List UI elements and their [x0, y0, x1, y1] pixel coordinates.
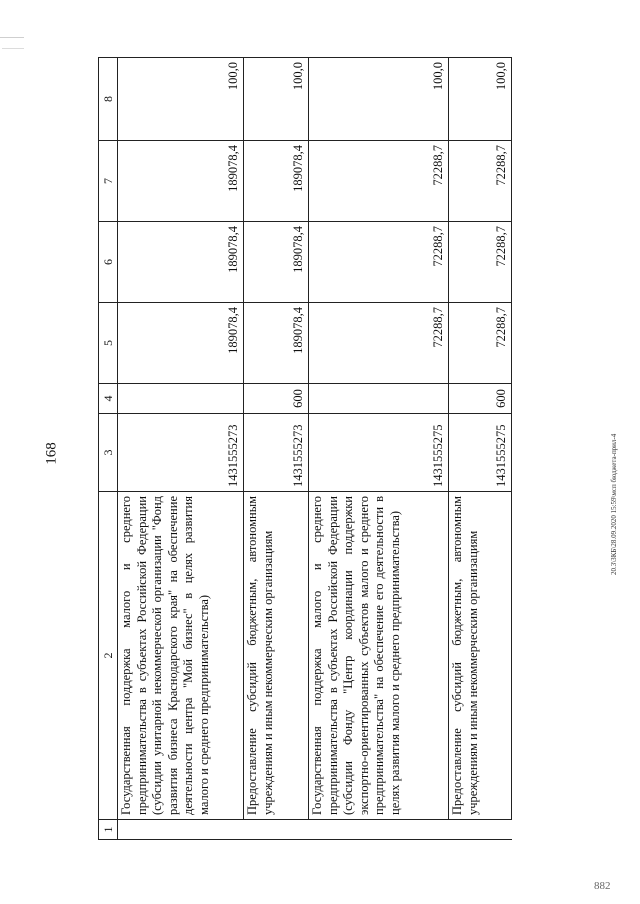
row-value-5: 72288,7: [449, 303, 512, 384]
row-code: 1431555275: [449, 414, 512, 492]
column-header: 8: [99, 58, 118, 141]
row-value-7: 72288,7: [449, 141, 512, 222]
table-row: [244, 58, 309, 840]
row-name: Предоставление субсидий бюджетным, автономным учреждениям и иным некоммерческим организациям: [449, 492, 512, 820]
row-value-5: 189078,4: [118, 303, 244, 384]
row-vr: [118, 384, 244, 414]
corner-page-mark: 882: [594, 880, 611, 892]
column-header: 6: [99, 222, 118, 303]
row-number-cell: [244, 820, 309, 840]
column-header: 4: [99, 384, 118, 414]
column-header: 3: [99, 414, 118, 492]
row-name: Предоставление субсидий бюджетным, автономным учреждениям и иным некоммерческим организациям: [244, 492, 309, 820]
row-number-cell: [309, 820, 449, 840]
page-number: 168: [43, 442, 60, 465]
row-value-8: 100,0: [309, 58, 449, 141]
row-vr: [309, 384, 449, 414]
table-header-row: [99, 58, 118, 840]
row-value-7: 189078,4: [244, 141, 309, 222]
row-vr: 600: [244, 384, 309, 414]
row-value-6: 189078,4: [244, 222, 309, 303]
row-number-cell: [449, 820, 512, 840]
footer-stamp-container: [610, 433, 640, 583]
row-name: Государственная поддержка малого и среднего предпринимательства в субъектах Российской Федерации (субсидии Фонду "Центр координации поддержки экспортно-ориентированных субъектов малого и среднего предпринимательства" на обеспечение его деятельности в целях развития малого и среднего предпринимательства): [309, 492, 449, 820]
row-code: 1431555273: [244, 414, 309, 492]
scan-edge-line: [2, 48, 24, 49]
row-code: 1431555273: [118, 414, 244, 492]
column-header: 1: [99, 820, 118, 840]
row-vr: 600: [449, 384, 512, 414]
budget-table: [98, 57, 512, 840]
row-value-8: 100,0: [449, 58, 512, 141]
column-header: 2: [99, 492, 118, 820]
column-header: 5: [99, 303, 118, 384]
row-value-8: 100,0: [244, 58, 309, 141]
row-value-5: 72288,7: [309, 303, 449, 384]
table-row: [449, 58, 512, 840]
row-value-6: 72288,7: [449, 222, 512, 303]
table-row: [309, 58, 449, 840]
scan-edge-line: [0, 37, 24, 38]
row-value-7: 189078,4: [118, 141, 244, 222]
row-value-6: 189078,4: [118, 222, 244, 303]
row-number-cell: [118, 820, 244, 840]
row-value-7: 72288,7: [309, 141, 449, 222]
row-value-8: 100,0: [118, 58, 244, 141]
table-row: [118, 58, 244, 840]
row-value-5: 189078,4: [244, 303, 309, 384]
rotated-table-container: [98, 57, 512, 840]
footer-stamp: 20.3\ЗКБ\28.09.2020 15:59\мсп бюджета-прил-4: [610, 433, 618, 575]
row-code: 1431555275: [309, 414, 449, 492]
row-value-6: 72288,7: [309, 222, 449, 303]
column-header: 7: [99, 141, 118, 222]
row-name: Государственная поддержка малого и среднего предпринимательства в субъектах Российской Федерации (субсидии унитарной некоммерческой организации "Фонд развития бизнеса Краснодарского края" на обеспечение деятельности центра "Мой бизнес" в целях развития малого и среднего предпринимательства): [118, 492, 244, 820]
